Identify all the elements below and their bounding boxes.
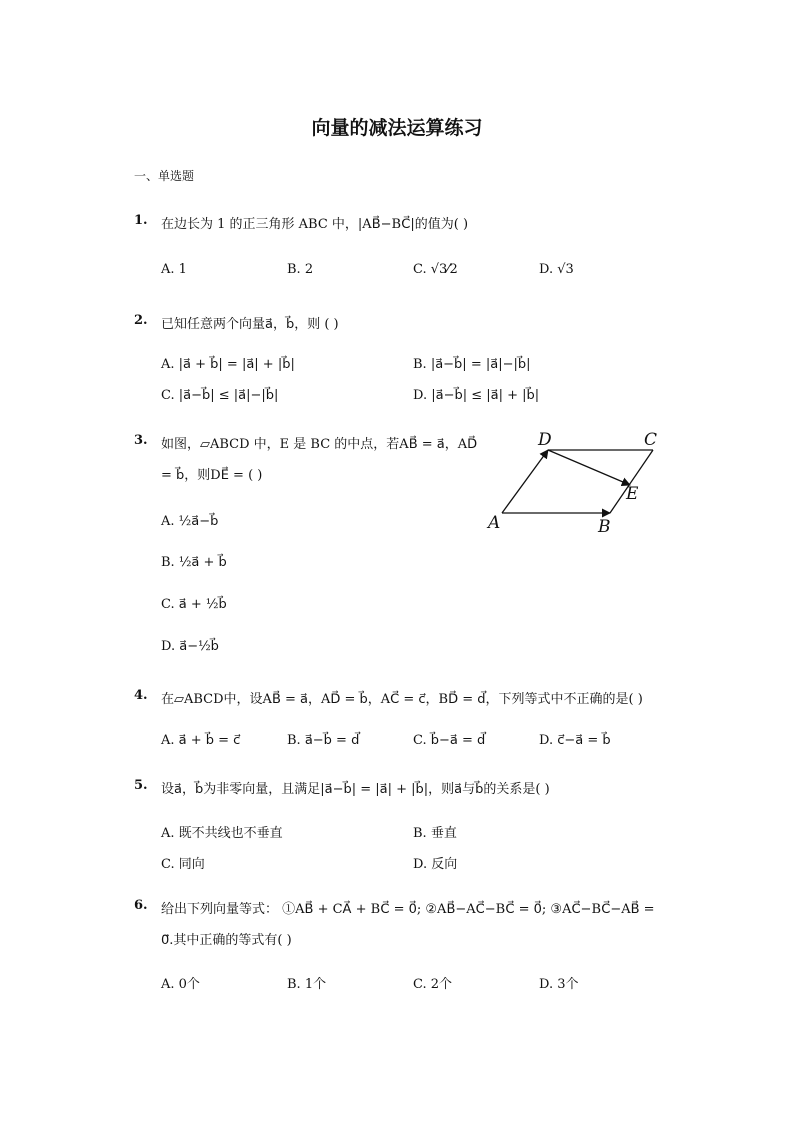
option-a: A. a⃗ + b⃗ = c⃗ bbox=[161, 733, 241, 748]
question-number: 3. bbox=[134, 433, 148, 448]
option-a: A. 0个 bbox=[161, 977, 200, 992]
option-c: C. 2个 bbox=[413, 977, 453, 992]
option-d: D. 反向 bbox=[413, 857, 458, 872]
option-c: C. |a⃗−b⃗| ≤ |a⃗|−|b⃗| bbox=[161, 388, 279, 403]
question-number: 1. bbox=[134, 213, 148, 228]
label-c: C bbox=[644, 430, 658, 450]
parallelogram-figure bbox=[480, 425, 680, 545]
label-a: A bbox=[488, 513, 501, 533]
option-c: C. a⃗ + ½b⃗ bbox=[161, 597, 227, 612]
option-b: B. ½a⃗ + b⃗ bbox=[161, 555, 227, 570]
option-c: C. b⃗−a⃗ = d⃗ bbox=[413, 733, 486, 748]
option-c: C. √3⁄2 bbox=[413, 262, 458, 277]
option-c: C. 同向 bbox=[161, 857, 205, 872]
option-b: B. 垂直 bbox=[413, 826, 457, 841]
label-b: B bbox=[598, 517, 611, 537]
option-b: B. |a⃗−b⃗| = |a⃗|−|b⃗| bbox=[413, 357, 531, 372]
option-d: D. c⃗−a⃗ = b⃗ bbox=[539, 733, 611, 748]
option-b: B. a⃗−b⃗ = d⃗ bbox=[287, 733, 360, 748]
question-number: 5. bbox=[134, 778, 148, 793]
question-text: 在边长为 1 的正三角形 ABC 中，|AB⃗−BC⃗|的值为( ) bbox=[161, 217, 469, 232]
question-text-continued: = b⃗，则DE⃗ = ( ) bbox=[161, 468, 263, 483]
vector-de bbox=[548, 450, 630, 485]
question-number: 6. bbox=[134, 898, 148, 913]
label-e: E bbox=[626, 484, 639, 504]
question-text-continued: 0⃗.其中正确的等式有( ) bbox=[161, 933, 292, 948]
vector-ad bbox=[502, 450, 548, 513]
option-a: A. 1 bbox=[161, 262, 187, 277]
page-title: 向量的减法运算练习 bbox=[311, 117, 483, 139]
option-d: D. 3个 bbox=[539, 977, 579, 992]
question-text: 设a⃗，b⃗为非零向量，且满足|a⃗−b⃗| = |a⃗| + |b⃗|，则a⃗与b⃗的关系是( ) bbox=[161, 782, 550, 797]
question-text: 已知任意两个向量a⃗，b⃗，则 ( ) bbox=[161, 317, 339, 332]
option-b: B. 1个 bbox=[287, 977, 327, 992]
option-a: A. 既不共线也不垂直 bbox=[161, 826, 283, 841]
option-b: B. 2 bbox=[287, 262, 314, 277]
section-heading: 一、单选题 bbox=[134, 169, 195, 183]
question-text: 给出下列向量等式： ①AB⃗ + CA⃗ + BC⃗ = 0⃗; ②AB⃗−AC⃗−BC⃗ = 0⃗; ③AC⃗−BC⃗−AB⃗ = bbox=[161, 902, 655, 917]
option-a: A. ½a⃗−b⃗ bbox=[161, 514, 219, 529]
question-text: 如图，▱ABCD 中，E 是 BC 的中点，若AB⃗ = a⃗，AD⃗ bbox=[161, 437, 478, 452]
option-a: A. |a⃗ + b⃗| = |a⃗| + |b⃗| bbox=[161, 357, 295, 372]
option-d: D. √3 bbox=[539, 262, 574, 277]
question-text: 在▱ABCD中，设AB⃗ = a⃗，AD⃗ = b⃗，AC⃗ = c⃗，BD⃗ = d⃗，下列等式中不正确的是( ) bbox=[161, 692, 643, 707]
option-d: D. a⃗−½b⃗ bbox=[161, 639, 219, 654]
question-number: 2. bbox=[134, 313, 148, 328]
label-d: D bbox=[538, 430, 552, 450]
question-number: 4. bbox=[134, 688, 148, 703]
option-d: D. |a⃗−b⃗| ≤ |a⃗| + |b⃗| bbox=[413, 388, 540, 403]
